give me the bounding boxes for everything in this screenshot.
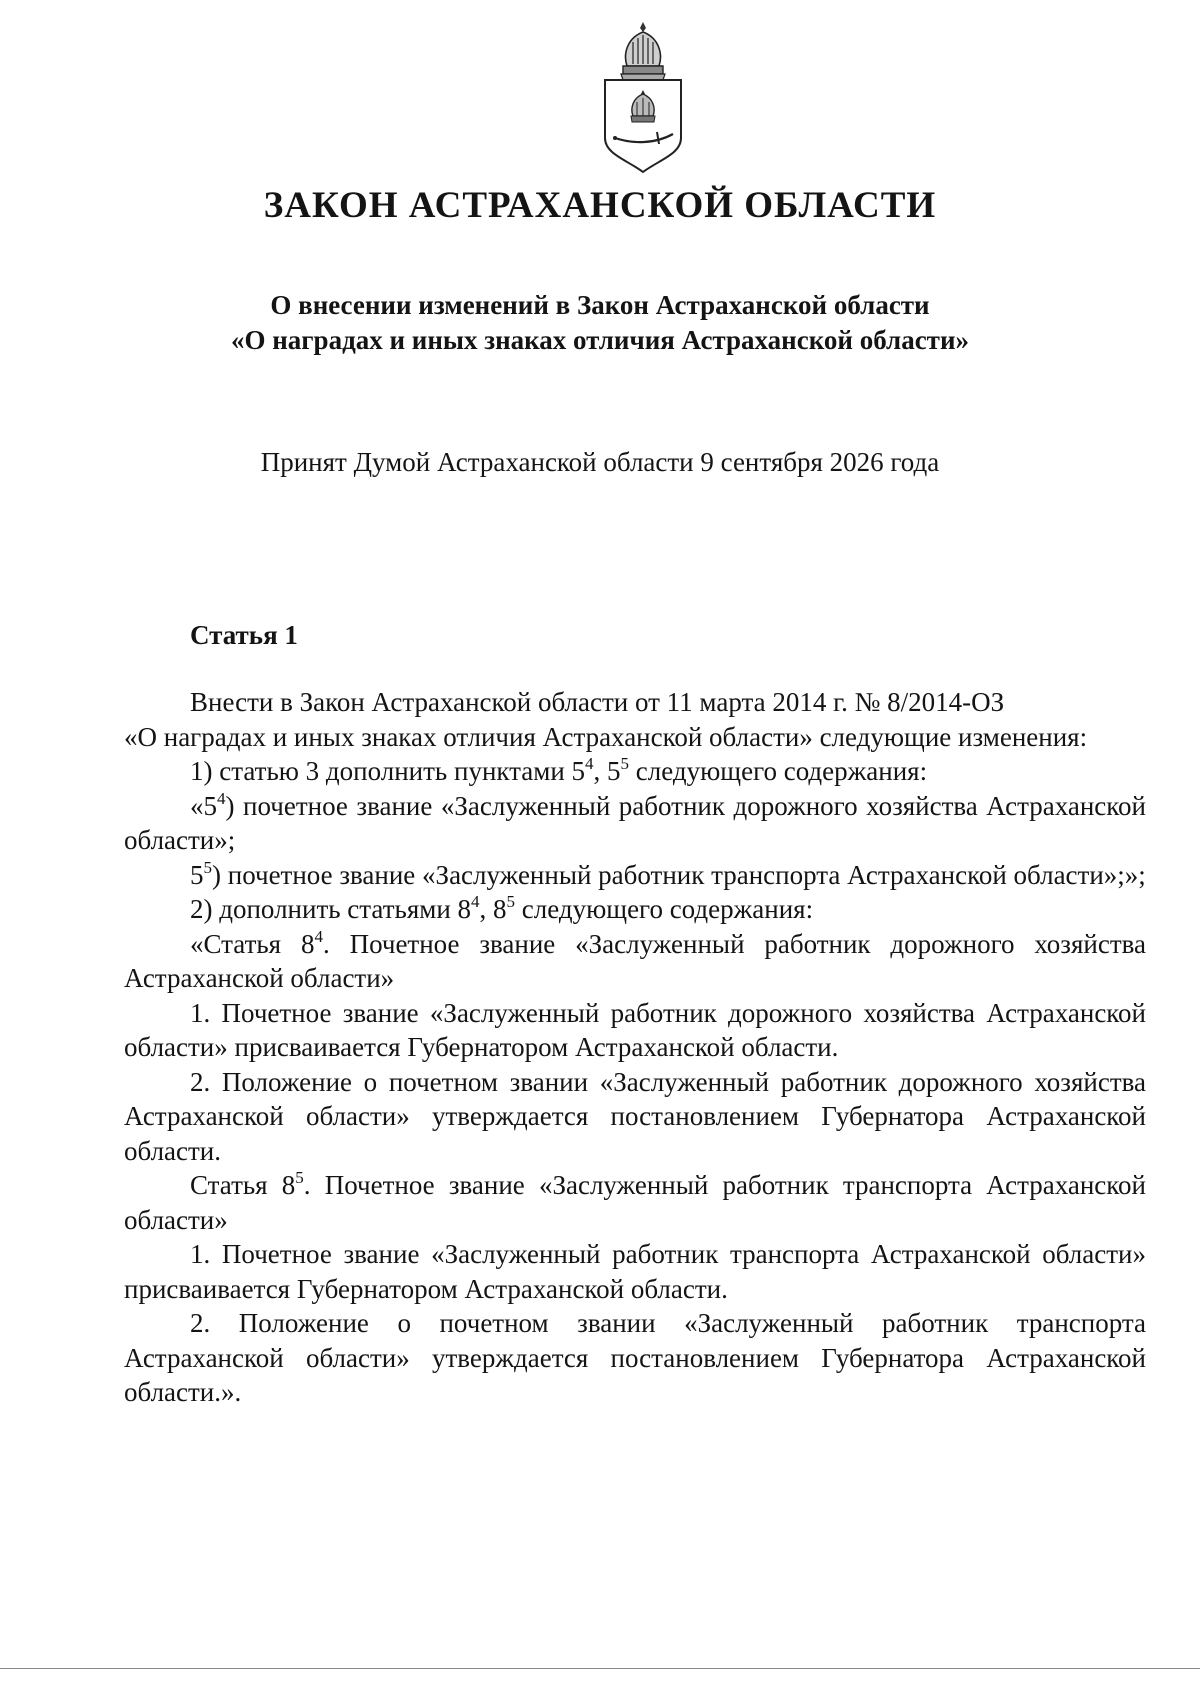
art85-text-a: Статья 8 [190,1170,296,1200]
item2-sup-a: 4 [471,892,480,911]
item2-sup-b: 5 [506,892,516,911]
clause55-text-a: 5 [190,859,204,890]
item1-text-a: 1) статью 3 дополнить пунктами 5 [190,756,586,786]
article-8-5-part-2: 2. Положение о почетном звании «Заслуженный работник транспорта Астраханской области» утверждается постановлением Губернатора Астраханской области.». [124,1308,1146,1407]
article-8-5-title [124,1168,1146,1237]
footer-rule [0,1668,1200,1669]
adoption-statement: Принят Думой Астраханской области 9 сентября 2026 года [260,447,940,477]
item2-text-c: следующего содержания: [515,894,814,924]
clause54-text-a: «5 [190,790,217,821]
item2-text-b: , 8 [479,894,507,924]
clause55-text-b: ) почетное звание «Заслуженный работник транспорта Астраханской области»;»; [212,859,1146,890]
art84-text-a: «Статья 8 [190,928,315,959]
art85-text-b: . Почетное звание «Заслуженный работник транспорта Астраханской области» [124,1170,1146,1235]
article-8-5-part-1: 1. Почетное звание «Заслуженный работник транспорта Астраханской области» присваивается Губернатором Астраханской области. [124,1239,1146,1304]
art84-sup: 4 [314,926,323,946]
item2-text-a: 2) дополнить статьями 8 [190,894,472,924]
item1-sup-b: 5 [620,754,630,773]
law-title: ЗАКОН АСТРАХАНСКОЙ ОБЛАСТИ [263,185,937,226]
item1-text-c: следующего содержания: [629,756,928,786]
new-clause-5-5 [124,858,1146,893]
article-8-4-title [124,927,1146,996]
clause54-sup: 4 [217,788,226,808]
amendment-intro-cont [124,720,1146,755]
coat-of-arms-emblem [597,20,689,178]
article-8-4-part-2: 2. Положение о почетном звании «Заслуженный работник дорожного хозяйства Астраханской области» утверждается постановлением Губернатора Астраханской области. [124,1066,1146,1166]
subtitle-line-1: О внесении изменений в Закон Астраханской области [270,290,930,320]
subtitle-line-2: «О наградах и иных знаках отличия Астраханской области» [230,325,970,355]
item1-text-b: , 5 [593,756,621,786]
amendment-item-2 [124,892,1146,927]
clause54-text-b: ) почетное звание «Заслуженный работник дорожного хозяйства Астраханской области»; [124,790,1146,855]
item1-sup-a: 4 [585,754,594,773]
amendment-intro [124,685,1146,720]
law-subtitle [0,288,1200,358]
article-heading: Статья 1 [190,620,298,650]
art84-text-b: . Почетное звание «Заслуженный работник дорожного хозяйства Астраханской области» [124,928,1146,993]
art85-sup: 5 [295,1168,304,1187]
article-body [124,685,1146,1410]
article-8-4-part-1: 1. Почетное звание «Заслуженный работник дорожного хозяйства Астраханской области» присваивается Губернатором Астраханской области. [124,997,1146,1062]
new-clause-5-4 [124,789,1146,858]
intro-line-2: «О наградах и иных знаках отличия Астраханской области» следующие изменения: [124,721,1088,752]
clause55-sup: 5 [203,857,212,877]
intro-line-1: Внести в Закон Астраханской области от 11 марта 2014 г. № 8/2014-ОЗ [190,687,1005,717]
amendment-item-1 [124,754,1146,789]
